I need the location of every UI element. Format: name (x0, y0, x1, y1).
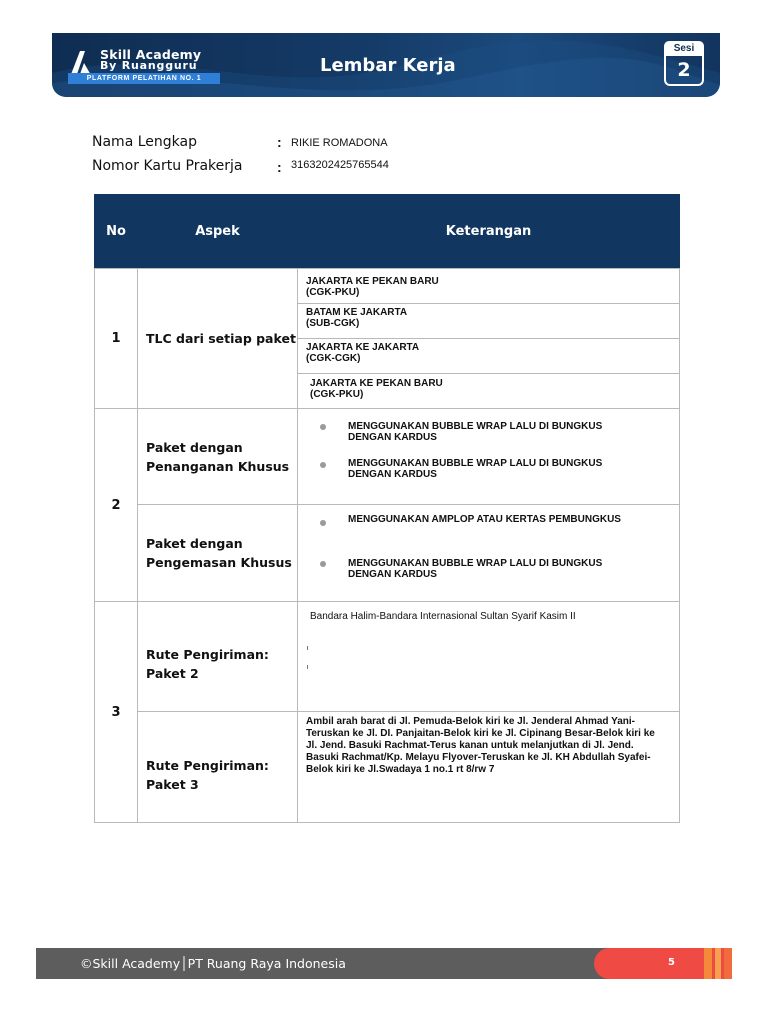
route3-aspect-line2: Paket 3 (146, 777, 199, 792)
name-value: RIKIE ROMADONA (291, 137, 388, 149)
name-label: Nama Lengkap (92, 134, 197, 150)
card-label: Nomor Kartu Prakerja (92, 158, 243, 174)
footer-stripe (704, 948, 712, 979)
row3-route3-aspect (137, 711, 298, 823)
logo-line1: Skill Academy (100, 47, 202, 62)
route-cell-2 (297, 303, 680, 339)
route-cell-4 (297, 373, 680, 409)
route-1-line1: JAKARTA KE PEKAN BARU (306, 276, 439, 287)
row3-route2-aspect (137, 601, 298, 712)
handling-bullet-2: MENGGUNAKAN BUBBLE WRAP LALU DI BUNGKUS DENGAN KARDUS (348, 458, 603, 480)
route-1-line2: (CGK-PKU) (306, 287, 360, 298)
bullet-dot-icon (320, 424, 326, 430)
bullet-dot-icon (320, 561, 326, 567)
session-label: Sesi (664, 41, 704, 56)
route3-aspect-line1: Rute Pengiriman: (146, 758, 269, 773)
header-keterangan: Keterangan (297, 194, 680, 268)
route3-line4: Basuki Rachmat/Kp. Melayu Flyover-Teruskan ke Jl. KH Abdullah Syafei- (306, 752, 651, 763)
route2-aspect-line1: Rute Pengiriman: (146, 646, 269, 662)
route-2-line2: (SUB-CGK) (306, 318, 360, 329)
row1-number: 1 (94, 268, 138, 409)
route3-line2: Teruskan ke Jl. DI. Panjaitan-Belok kiri ke Jl. Cipinang Besar-Belok kiri ke (306, 728, 655, 739)
packaging-bullet-2: MENGGUNAKAN BUBBLE WRAP LALU DI BUNGKUS DENGAN KARDUS (348, 558, 603, 580)
row2-packaging-aspect (137, 504, 298, 602)
route3-line5: Belok kiri ke Jl.Swadaya 1 no.1 rt 8/rw 7 (306, 764, 495, 775)
handling-bullet-1: MENGGUNAKAN BUBBLE WRAP LALU DI BUNGKUS DENGAN KARDUS (348, 421, 603, 443)
session-number: 2 (664, 56, 704, 86)
packaging-details (297, 504, 680, 602)
skill-academy-logo (68, 47, 228, 87)
footer-stripe (715, 948, 721, 979)
card-colon: : (277, 159, 282, 175)
route2-text: Bandara Halim-Bandara Internasional Sultan Syarif Kasim II (310, 611, 576, 622)
route-3-line2: (CGK-CGK) (306, 353, 361, 364)
row1-aspect (137, 268, 298, 409)
page-footer (36, 948, 732, 979)
footer-copyright: ©Skill Academy│PT Ruang Raya Indonesia (80, 956, 346, 971)
handling-aspect-line2: Penanganan Khusus (146, 458, 290, 474)
route-cell-3 (297, 338, 680, 374)
header-aspek: Aspek (137, 194, 298, 268)
page-title: Lembar Kerja (320, 55, 456, 76)
route-3-line1: JAKARTA KE JAKARTA (306, 342, 420, 353)
header-banner (52, 33, 720, 97)
route3-line1: Ambil arah barat di Jl. Pemuda-Belok kiri ke Jl. Jenderal Ahmad Yani- (306, 716, 636, 727)
card-value: 3163202425765544 (291, 159, 389, 171)
route-4-line1: JAKARTA KE PEKAN BARU (310, 378, 443, 389)
logo-tagline: PLATFORM PELATIHAN NO. 1 (68, 73, 220, 84)
stray-mark (307, 646, 308, 650)
row3-number: 3 (94, 601, 138, 823)
row1-aspect-text: TLC dari setiap paket (146, 331, 296, 346)
name-colon: : (277, 134, 282, 150)
route-4-line2: (CGK-PKU) (310, 389, 364, 400)
bullet-dot-icon (320, 520, 326, 526)
logo-line2: By Ruangguru (100, 59, 198, 72)
handling-details (297, 408, 680, 505)
packaging-aspect-line1: Paket dengan (146, 536, 243, 551)
bullet-dot-icon (320, 462, 326, 468)
footer-stripe (724, 948, 732, 979)
row2-number: 2 (94, 408, 138, 602)
session-badge (664, 41, 704, 87)
route-cell-1 (297, 268, 680, 304)
worksheet-table (94, 194, 680, 823)
row2-handling-aspect (137, 408, 298, 505)
footer-page-number: 5 (668, 957, 675, 968)
packaging-aspect-line2: Pengemasan Khusus (146, 555, 292, 570)
header-no: No (94, 194, 138, 268)
packaging-bullet-1: MENGGUNAKAN AMPLOP ATAU KERTAS PEMBUNGKUS (348, 514, 621, 525)
route3-details (297, 711, 680, 823)
route-2-line1: BATAM KE JAKARTA (306, 307, 408, 318)
stray-mark (307, 665, 308, 669)
route3-line3: Jl. Jend. Basuki Rachmat-Terus kanan untuk melanjutkan di Jl. Jend. (306, 740, 634, 751)
route2-details (297, 601, 680, 712)
handling-aspect-line1: Paket dengan (146, 439, 243, 455)
route2-aspect-line2: Paket 2 (146, 665, 199, 681)
